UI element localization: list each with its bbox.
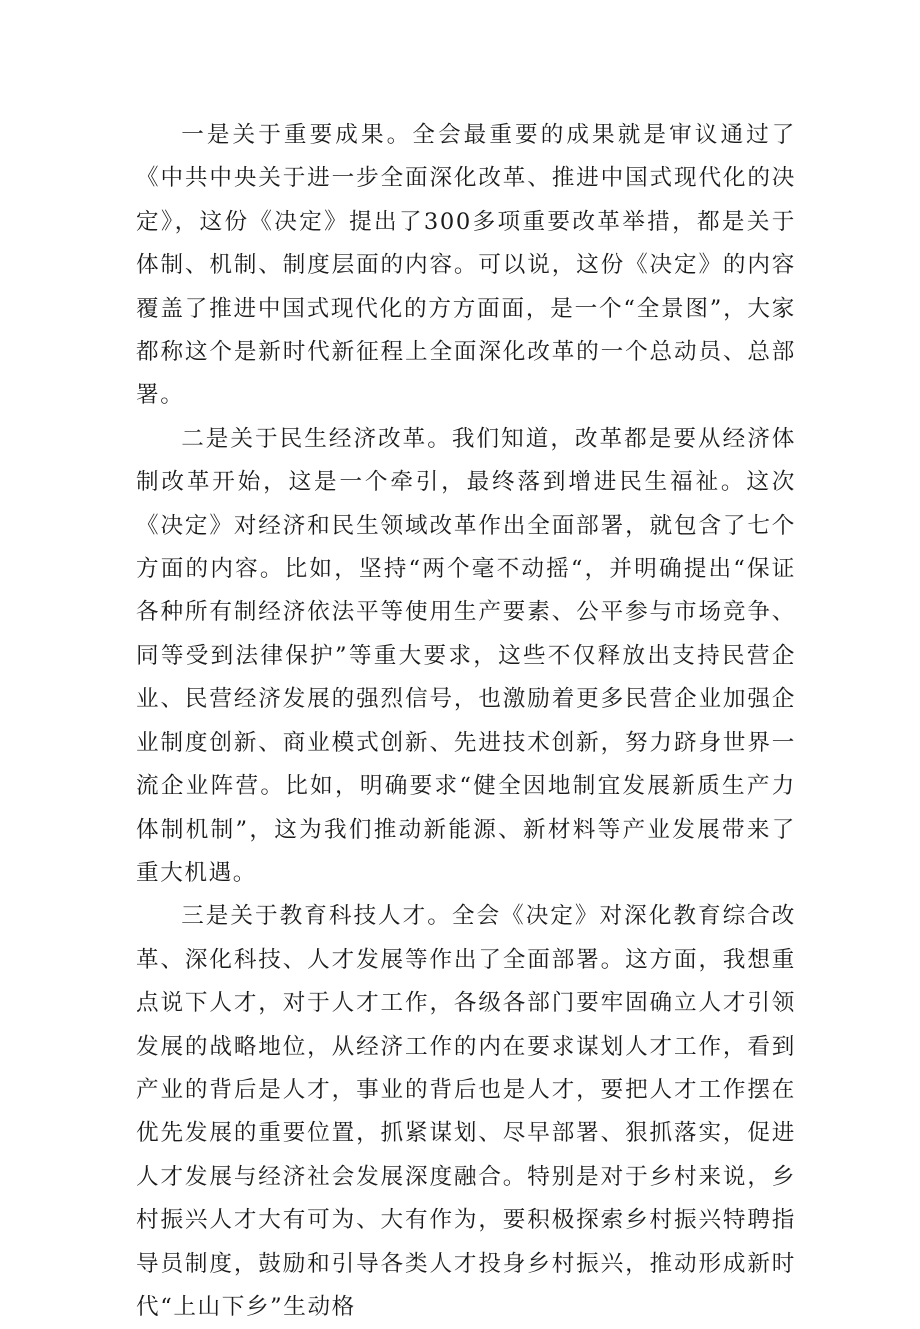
paragraph-livelihood-economy-reform: 二是关于民生经济改革。我们知道，改革都是要从经济体制改革开始，这是一个牵引，最终落到增进民生福祉。这次《决定》对经济和民生领域改革作出全面部署，就包含了七个方面的内容。比如，坚持“两个毫不动摇“，并明确提出“保证各种所有制经济依法平等使用生产要素、公平参与市场竞争、同等受到法律保护”等重大要求，这些不仅释放出支持民营企业、民营经济发展的强烈信号，也激励着更多民营企业加强企业制度创新、商业模式创新、先进技术创新，努力跻身世界一流企业阵营。比如，明确要求“健全因地制宜发展新质生产力体制机制”，这为我们推动新能源、新材料等产业发展带来了重大机遇。 [136, 425, 796, 886]
document-body [136, 114, 796, 1329]
paragraph-education-science-talent: 三是关于教育科技人才。全会《决定》对深化教育综合改革、深化科技、人才发展等作出了全面部署。这方面，我想重点说下人才，对于人才工作，各级各部门要牢固确立人才引领发展的战略地位，从经济工作的内在要求谋划人才工作，看到产业的背后是人才，事业的背后也是人才，要把人才工作摆在优先发展的重要位置，抓紧谋划、尽早部署、狠抓落实，促进人才发展与经济社会发展深度融合。特别是对于乡村来说，乡村振兴人才大有可为、大有作为，要积极探索乡村振兴特聘指导员制度，鼓励和引导各类人才投身乡村振兴，推动形成新时代“上山下乡”生动格 [136, 903, 796, 1320]
paragraph-important-results: 一是关于重要成果。全会最重要的成果就是审议通过了《中共中央关于进一步全面深化改革、推进中国式现代化的决定》，这份《决定》提出了300多项重要改革举措，都是关于体制、机制、制度层面的内容。可以说，这份《决定》的内容覆盖了推进中国式现代化的方方面面，是一个“全景图”，大家都称这个是新时代新征程上全面深化改革的一个总动员、总部署。 [136, 122, 796, 409]
